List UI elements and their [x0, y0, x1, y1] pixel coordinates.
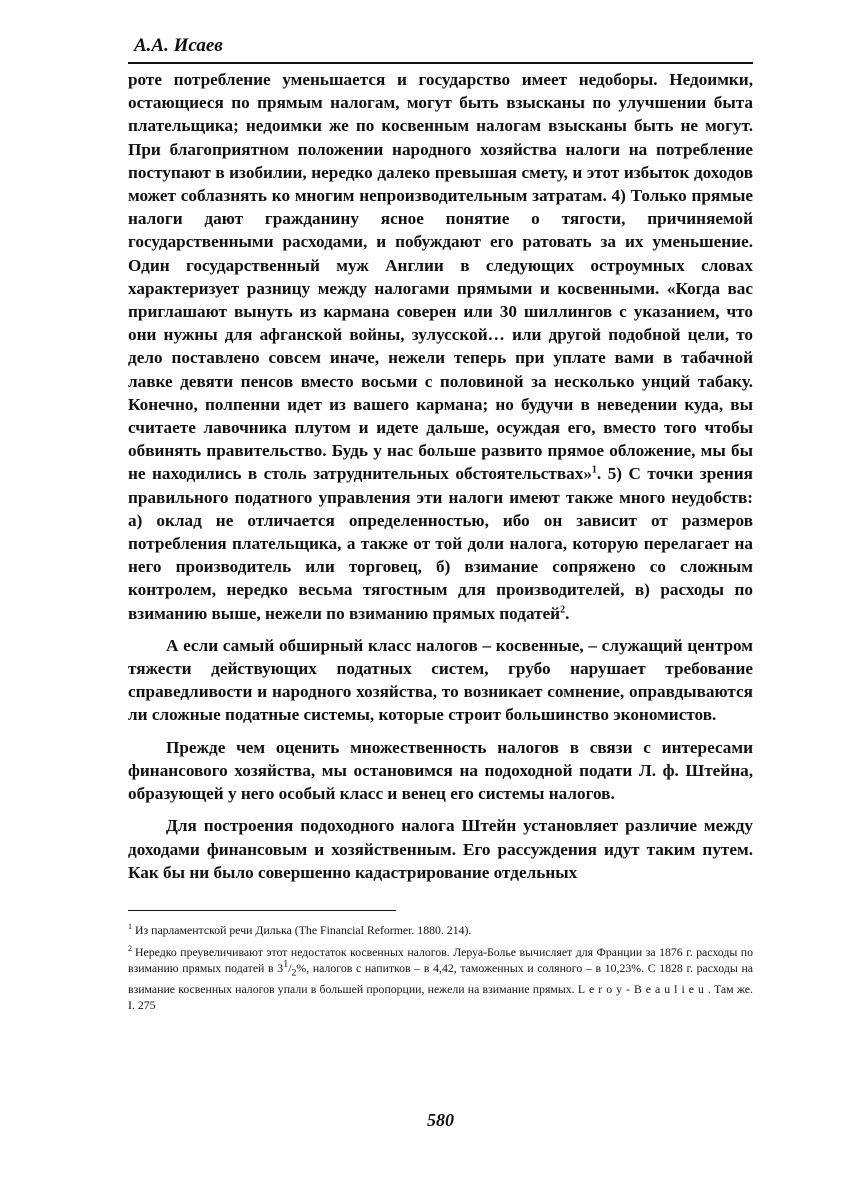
paragraph-1: [128, 68, 753, 625]
footnotes: [128, 919, 753, 1013]
running-head: А.А. Исаев: [134, 35, 223, 56]
paragraph-3: Прежде чем оценить множественность налогов в связи с интересами финансового хозяйства, мы остановимся на подоходной подати Л. ф. Штейна, образующей у него особый класс и венец его системы налогов.: [128, 737, 753, 804]
fraction-numerator: 1: [283, 958, 289, 970]
header-rule: [128, 62, 753, 64]
paragraph-1-part-a: роте потребление уменьшается и государство имеет недоборы. Недоимки, остающиеся по прямым налогам, могут быть взысканы по улучшении быта плательщика; недоимки же по косвенным налогам взысканы быть не могут. При благоприятном положении народного хозяйства налоги на потребление поступают в изобилии, нередко далеко превышая смету, и этот избыток доходов может соблазнять ко многим непроизводительным затратам. 4) Только прямые налоги дают гражданину ясное понятие о тягости, причиняемой государственными расходами, и побуждают его ратовать за их уменьшение. Один государственный муж Англии в следующих остроумных словах характеризует разницу между налогами прямыми и косвенными. «Когда вас приглашают вынуть из кармана соверен или 30 шиллингов с указанием, что они нужны для афганской войны, зулусской… или другой подобной цели, то дело поставлено совсем иначе, нежели теперь при уплате вами в табачной лавке девяти пенсов вместо восьми с половиной за несколько унций табаку. Конечно, полпенни идет из вашего кармана; но будучи в неведении куда, вы считаете лавочника плутом и идете дальше, осуждая его, вместо того чтобы обвинять правительство. Будь у нас больше развито прямое обложение, мы бы не находились в столь затруднительных обстоятельствах»: [128, 70, 753, 484]
fraction-denominator: 2: [291, 967, 297, 979]
footnote-rule: [128, 910, 396, 911]
book-page: [128, 30, 753, 1130]
footnote-2-text-c: . Там же. I. 275: [128, 982, 753, 1013]
paragraph-1-part-b: . 5) С точки зрения правильного податного управления эти налоги имеют также много неудобств: а) оклад не отличается определенностью, ибо он зависит от размеров потребления плательщика, а также от той доли налога, которую перелагает на него производитель или торговец, б) взимание сопряжено со сложным контролем, нередко весьма тягостным для производителей, в) расходы по взиманию выше, нежели по взиманию прямых податей: [128, 464, 753, 623]
footnote-2: $^2$ Нередко преувеличивают этот недостаток косвенных налогов. Леруа-Болье вычисляет для Франции за 1876 г. расходы по взиманию прямых податей в $3^1/_2\%$, налогов с напитков – в 4,42, таможенных и соляного – в 10,23%. С 1828 г. расходы на взимание косвенных налогов упали в большей пропорции, нежели на взимание прямых. Leroy-Beaulieu. Там же. I. 275: [128, 943, 753, 1013]
footnote-ref-1[interactable]: 1: [591, 464, 597, 476]
paragraph-1-part-c: .: [565, 603, 570, 623]
main-text: [128, 68, 753, 884]
footnote-1: [128, 919, 753, 938]
footnote-2-text-a: Нередко преувеличивают этот недостаток косвенных налогов. Леруа-Болье вычисляет для Франции за 1876 г. расходы по взиманию прямых податей в 3: [128, 944, 753, 975]
paragraph-2: А если самый обширный класс налогов – косвенные, – служащий центром тяжести действующих податных систем, грубо нарушает требование справедливости и народного хозяйства, то возникает сомнение, оправдываются ли сложные податные системы, которые строит большинство экономистов.: [128, 635, 753, 725]
footnote-2-text-b: %, налогов с напитков – в 4,42, таможенных и соляного – в 10,23%. С 1828 г. расходы на взимание косвенных налогов упали в большей пропорции, нежели на взимание прямых.: [128, 960, 753, 997]
footnote-2-number: 2: [128, 943, 132, 953]
footnote-1-number: 1: [128, 921, 132, 931]
footnote-ref-2[interactable]: 2: [560, 603, 566, 615]
paragraph-4: Для построения подоходного налога Штейн установляет различие между доходами финансовым и хозяйственным. Его рассуждения идут таким путем. Как бы ни было совершенно кадастрирование отдельных: [128, 816, 753, 882]
footnote-2-author: Leroy-Beaulieu: [577, 982, 708, 997]
page-number: 580: [427, 1110, 454, 1130]
footnote-1-text: Из парламентской речи Дилька (The Financial Reformer. 1880. 214).: [135, 922, 472, 937]
